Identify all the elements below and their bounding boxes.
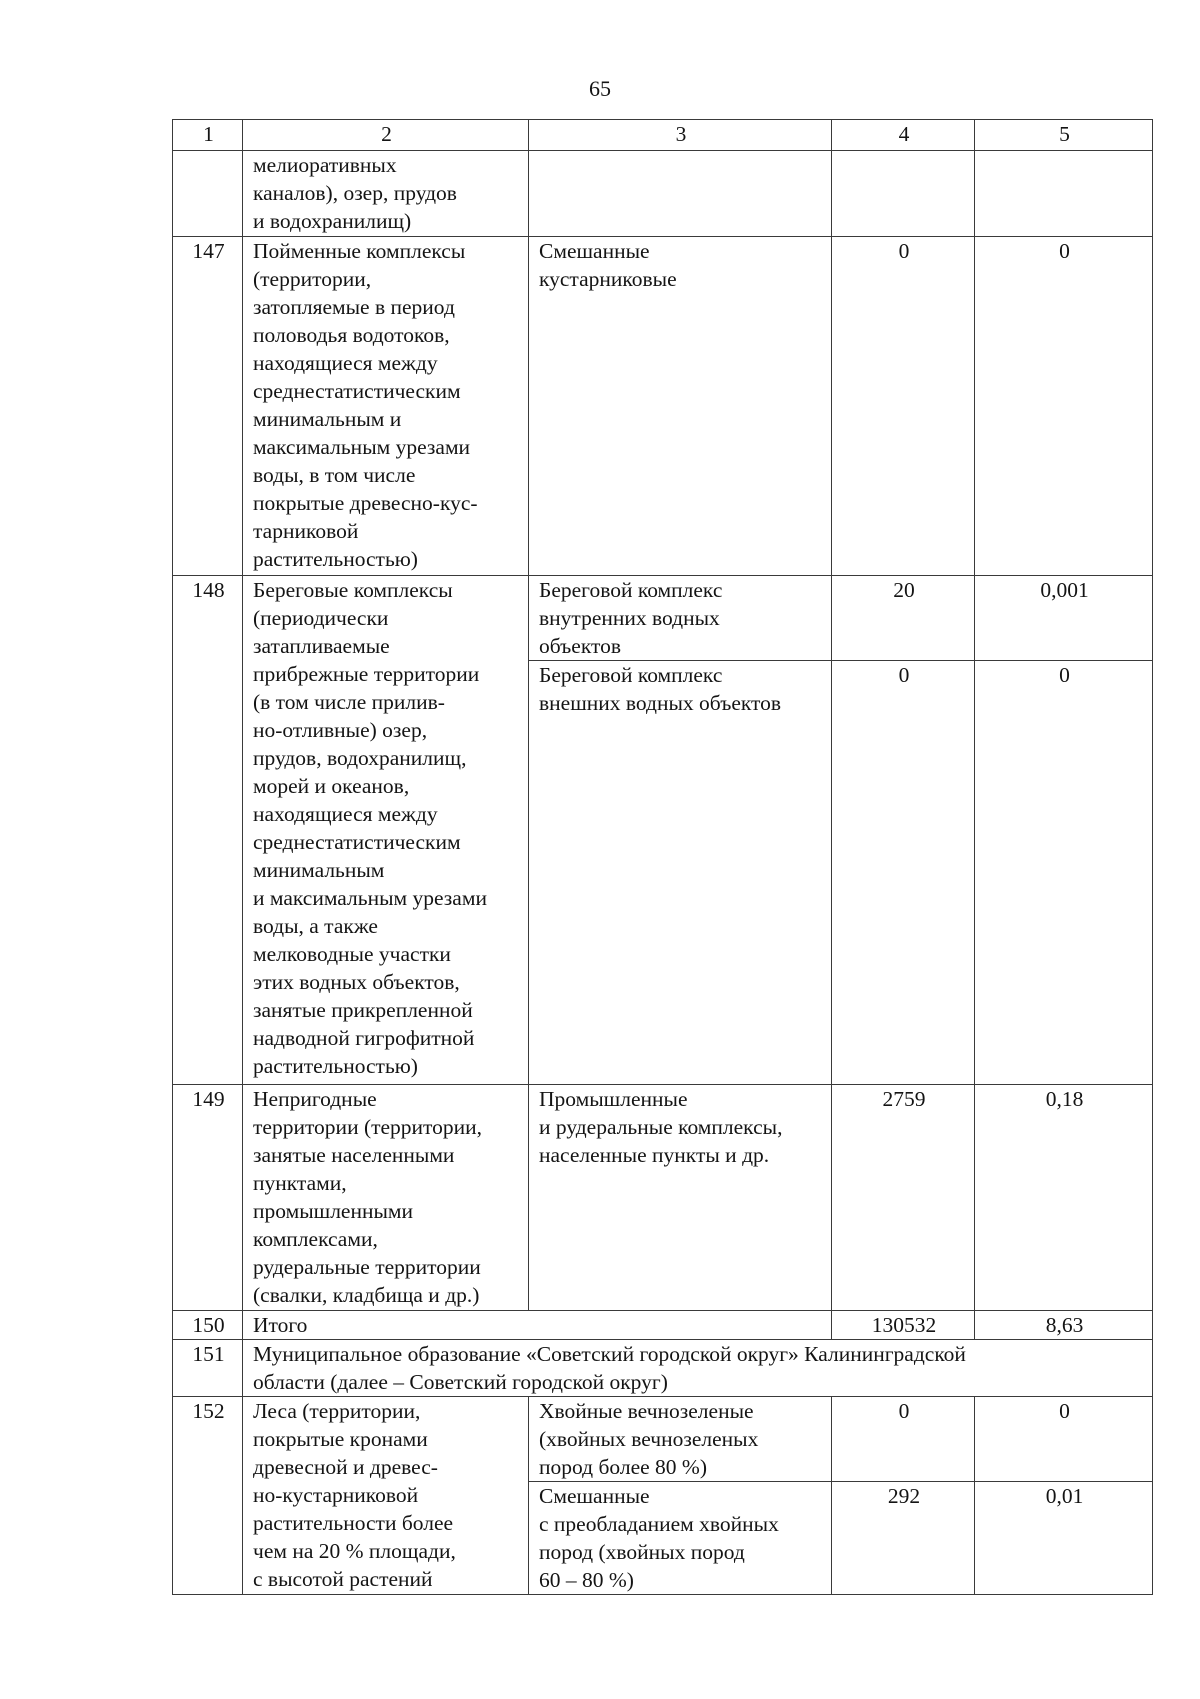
value-col4-cell: [832, 151, 975, 237]
value-col4-cell: 0: [832, 1397, 975, 1482]
value-col4-cell: 2759: [832, 1085, 975, 1311]
row-number: 152: [173, 1397, 243, 1595]
type-cell: [529, 151, 832, 237]
header-col-4: 4: [832, 120, 975, 151]
header-row: [173, 120, 1153, 151]
row-number-cell: [173, 151, 243, 237]
table-row-150: [173, 1311, 1153, 1340]
total-label-cell: Итого: [243, 1311, 832, 1340]
land-cover-table: [172, 119, 1153, 1595]
row-number: 150: [173, 1311, 243, 1340]
type-cell: Смешанные кустарниковые: [529, 237, 832, 576]
value-col4-cell: 20: [832, 576, 975, 661]
row-number: 149: [173, 1085, 243, 1311]
description-cell: Пойменные комплексы (территории, затопляемые в период половодья водотоков, находящиеся между среднестатистическим минимальным и максимальным урезами воды, в том числе покрытые древесно-кус- тарниковой растительностью): [243, 237, 529, 576]
value-col5-cell: 8,63: [975, 1311, 1153, 1340]
value-col5-cell: 0: [975, 237, 1153, 576]
value-col5-cell: 0,001: [975, 576, 1153, 661]
type-cell: Береговой комплекс внутренних водных объектов: [529, 576, 832, 661]
row-number: 147: [173, 237, 243, 576]
table-row-149: [173, 1085, 1153, 1311]
value-col5-cell: 0,18: [975, 1085, 1153, 1311]
value-col5-cell: 0: [975, 1397, 1153, 1482]
page-number: 65: [589, 76, 611, 101]
value-col4-cell: 0: [832, 661, 975, 1085]
value-col4-cell: 292: [832, 1482, 975, 1595]
value-col5-cell: [975, 151, 1153, 237]
type-cell: Хвойные вечнозеленые (хвойных вечнозеленых пород более 80 %): [529, 1397, 832, 1482]
description-cell: Береговые комплексы (периодически затапливаемые прибрежные территории (в том числе прилив- но-отливные) озер, прудов, водохранилищ, морей и океанов, находящиеся между среднестатистическим минимальным и максимальным урезами воды, а также мелководные участки этих водных объектов, занятые прикрепленной надводной гигрофитной растительностью): [243, 576, 529, 1085]
type-cell: Береговой комплекс внешних водных объектов: [529, 661, 832, 1085]
table-row-continuation: [173, 151, 1153, 237]
table-row-151: [173, 1340, 1153, 1397]
table-row-147: [173, 237, 1153, 576]
value-col5-cell: 0: [975, 661, 1153, 1085]
table-row-148: [173, 576, 1153, 661]
description-cell: Леса (территории, покрытые кронами древесной и древес- но-кустарниковой растительности более чем на 20 % площади, с высотой растений: [243, 1397, 529, 1595]
value-col5-cell: 0,01: [975, 1482, 1153, 1595]
header-col-3: 3: [529, 120, 832, 151]
value-col4-cell: 0: [832, 237, 975, 576]
table-row-152: [173, 1397, 1153, 1482]
header-col-5: 5: [975, 120, 1153, 151]
description-cell: мелиоративных каналов), озер, прудов и водохранилищ): [243, 151, 529, 237]
header-col-1: 1: [173, 120, 243, 151]
description-cell: Непригодные территории (территории, занятые населенными пунктами, промышленными комплексами, рудеральные территории (свалки, кладбища и др.): [243, 1085, 529, 1311]
row-number: 148: [173, 576, 243, 1085]
municipality-heading-cell: Муниципальное образование «Советский городской округ» Калининградской области (далее – Советский городской округ): [243, 1340, 1153, 1397]
value-col4-cell: 130532: [832, 1311, 975, 1340]
row-number: 151: [173, 1340, 243, 1397]
header-col-2: 2: [243, 120, 529, 151]
type-cell: Промышленные и рудеральные комплексы, населенные пункты и др.: [529, 1085, 832, 1311]
type-cell: Смешанные с преобладанием хвойных пород (хвойных пород 60 – 80 %): [529, 1482, 832, 1595]
